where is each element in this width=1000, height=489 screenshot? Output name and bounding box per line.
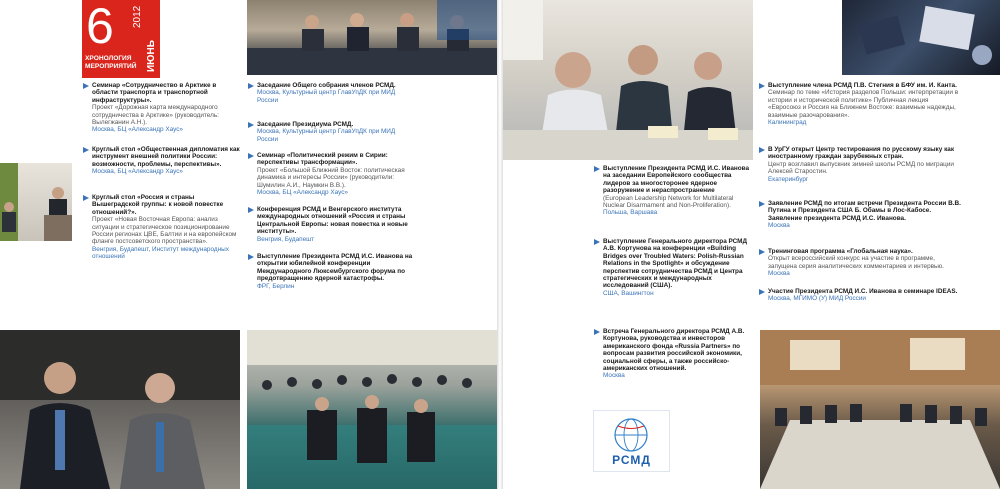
event-location: Москва, Культурный центр ГлавУпДК при МИД России	[257, 128, 396, 143]
event-item	[603, 328, 753, 380]
event-description: Проект «Новая Восточная Европа: анализ ситуации и стратегическое позиционирование России регионах ЦВЕ, Балтии и на европейском фланге постсоветского пространства».	[92, 216, 237, 246]
chronology-label: ХРОНОЛОГИЯ МЕРОПРИЯТИЙ	[85, 55, 137, 70]
event-item	[768, 82, 963, 126]
month-header	[82, 0, 160, 78]
event-location: Москва, МГИМО (У) МИД России	[768, 295, 866, 303]
event-description: Проект «Дорожная карта международного сотрудничества в Арктике» (руководитель: Вылегжанин А.Н.).	[92, 104, 219, 127]
bullet-icon	[83, 147, 89, 153]
event-location: Калининград	[768, 119, 807, 127]
photo-two-men-art	[0, 330, 240, 489]
event-title: Тренинговая программа «Глобальная наука».	[768, 248, 913, 255]
event-title: Круглый стол «Общественная дипломатия как инструмент внешней политики России: возможности, проблемы, перспективы».	[92, 146, 240, 168]
event-description: Проект «Большой Ближний Восток: политическая динамика и интересы России» (руководители: Шумилин А.И., Наумкин В.В.).	[257, 166, 405, 189]
event-description: Открыт всероссийский конкурс на участие в программе, запущена серия аналитических комментариев и интервью.	[768, 255, 944, 270]
bullet-icon	[759, 201, 765, 207]
event-location: Москва	[603, 372, 625, 380]
event-title: Заседание Общего собрания членов РСМД.	[257, 82, 396, 89]
event-item	[257, 152, 422, 196]
event-title: Конференция РСМД и Венгерского института международных отношений «Россия и страны Центральной Европы: новая повестка и новые институты».	[257, 206, 408, 236]
event-item	[92, 146, 242, 176]
bullet-icon	[594, 329, 600, 335]
event-title: Выступление Президента РСМД И.С. Иванова на открытии юбилейной конференции Международного Люксембургского форума по предотвращению ядерной катастрофы.	[257, 253, 413, 283]
event-item	[603, 165, 753, 217]
event-item	[768, 288, 963, 303]
photo-conference-table	[247, 0, 499, 75]
event-item	[257, 206, 422, 243]
event-location: Екатеринбург	[768, 175, 809, 183]
event-location: Венгрия, Будапешт	[257, 235, 315, 243]
event-location: Польша, Варшава	[603, 209, 658, 217]
bullet-icon	[759, 249, 765, 255]
event-location: США, Вашингтон	[603, 289, 654, 297]
event-title: Заявление РСМД по итогам встречи Президента России В.В. Путина и Президента США Б. Обамы в Лос-Кабосе. Заявление президента РСМД И.С. Иванова.	[768, 200, 961, 222]
event-location: Москва, БЦ «Александр Хаус»	[92, 126, 183, 134]
event-item	[603, 238, 753, 297]
event-location: Москва, БЦ «Александр Хаус»	[257, 189, 348, 197]
photo-panel-discussion	[503, 0, 753, 160]
event-description: (European Leadership Network for Multilateral Nuclear Disarmament and Non-Proliferation).	[603, 194, 734, 210]
event-title: В УрГУ открыт Центр тестирования по русскому языку как иностранному граждан зарубежных стран.	[768, 146, 955, 161]
event-location: Москва	[768, 270, 790, 278]
photo-conference-table-art	[247, 0, 499, 75]
bullet-icon	[248, 254, 254, 260]
bullet-icon	[594, 166, 600, 172]
bullet-icon	[594, 239, 600, 245]
photo-awards	[842, 0, 1000, 75]
photo-audience	[247, 330, 499, 489]
logo-text: РСМД	[612, 453, 651, 467]
event-title: Участие Президента РСМД И.С. Иванова в семинаре IDEAS.	[768, 288, 958, 295]
bullet-icon	[759, 289, 765, 295]
event-description: Семинар по теме «История разделов Польши: интерпретации в истории и исторической политике» Публичная лекция «Евросоюз и Россия на Ближнем Востоке: взаимные надежды, взаимные разочарования».	[768, 89, 959, 119]
photo-awards-art	[842, 0, 1000, 75]
event-item	[768, 248, 963, 278]
event-title: Выступление члена РСМД П.В. Стегния в БФУ им. И. Канта.	[768, 82, 957, 89]
photo-audience-art	[247, 330, 499, 489]
event-title: Семинар «Сотрудничество в Арктике в области транспорта и транспортной инфраструктуры».	[92, 82, 217, 104]
event-description: Центр возглавил выпускник зимней школы РСМД по миграции Алексей Старостин.	[768, 160, 954, 176]
month-label: ИЮНЬ	[146, 40, 157, 72]
bullet-icon	[759, 147, 765, 153]
photo-roundtable	[760, 330, 1000, 489]
event-title: Выступление Президента РСМД И.С. Иванова на заседании Европейского сообщества лидеров за многосторонее ядерное разоружение и нераспространение	[603, 165, 750, 195]
event-title: Встреча Генерального директора РСМД А.В. Кортунова, руководства и инвесторов американского фонда «Russia Partners» по вопросам развития российской экономики, социальной сферы, а также российско-американских отношений.	[603, 328, 745, 373]
bullet-icon	[248, 153, 254, 159]
event-item	[257, 82, 417, 104]
event-item	[92, 194, 242, 261]
event-item	[257, 121, 417, 143]
event-location: Москва, Культурный центр ГлавУпДК при МИД России	[257, 89, 396, 104]
event-title: Выступление Генерального директора РСМД А.В. Кортунова на конференции «Building Bridges over Troubled Waters: Polish-Russian Relations in the Spotlight» и обсуждение перспектив сотрудничества РСМД и Центра стратегических и международных исследований (США).	[603, 238, 748, 290]
photo-speaker-art	[0, 163, 72, 241]
photo-panel-discussion-art	[503, 0, 753, 160]
event-title: Семинар «Политический режим в Сирии: перспективы трансформации».	[257, 152, 388, 167]
page-gutter	[497, 0, 503, 489]
bullet-icon	[83, 195, 89, 201]
photo-two-men	[0, 330, 240, 489]
event-item	[768, 146, 963, 183]
event-item	[768, 200, 963, 230]
photo-speaker	[0, 163, 72, 241]
bullet-icon	[248, 122, 254, 128]
event-location: ФРГ, Берлин	[257, 282, 295, 290]
event-location: Венгрия, Будапешт, Институт международных отношений	[92, 245, 229, 261]
event-location: Москва	[768, 222, 790, 230]
event-title: Круглый стол «Россия и страны Вышеградской группы: к новой повестке отношений?».	[92, 194, 224, 216]
event-item	[92, 82, 242, 134]
rsmd-logo	[593, 410, 670, 472]
bullet-icon	[759, 83, 765, 89]
event-title: Заседание Президиума РСМД.	[257, 121, 354, 128]
month-number: 6	[86, 0, 114, 54]
year-label: 2012	[132, 5, 143, 28]
bullet-icon	[248, 83, 254, 89]
photo-roundtable-art	[760, 330, 1000, 489]
bullet-icon	[83, 83, 89, 89]
bullet-icon	[248, 207, 254, 213]
event-item	[257, 253, 422, 290]
event-location: Москва, БЦ «Александр Хаус»	[92, 168, 183, 176]
